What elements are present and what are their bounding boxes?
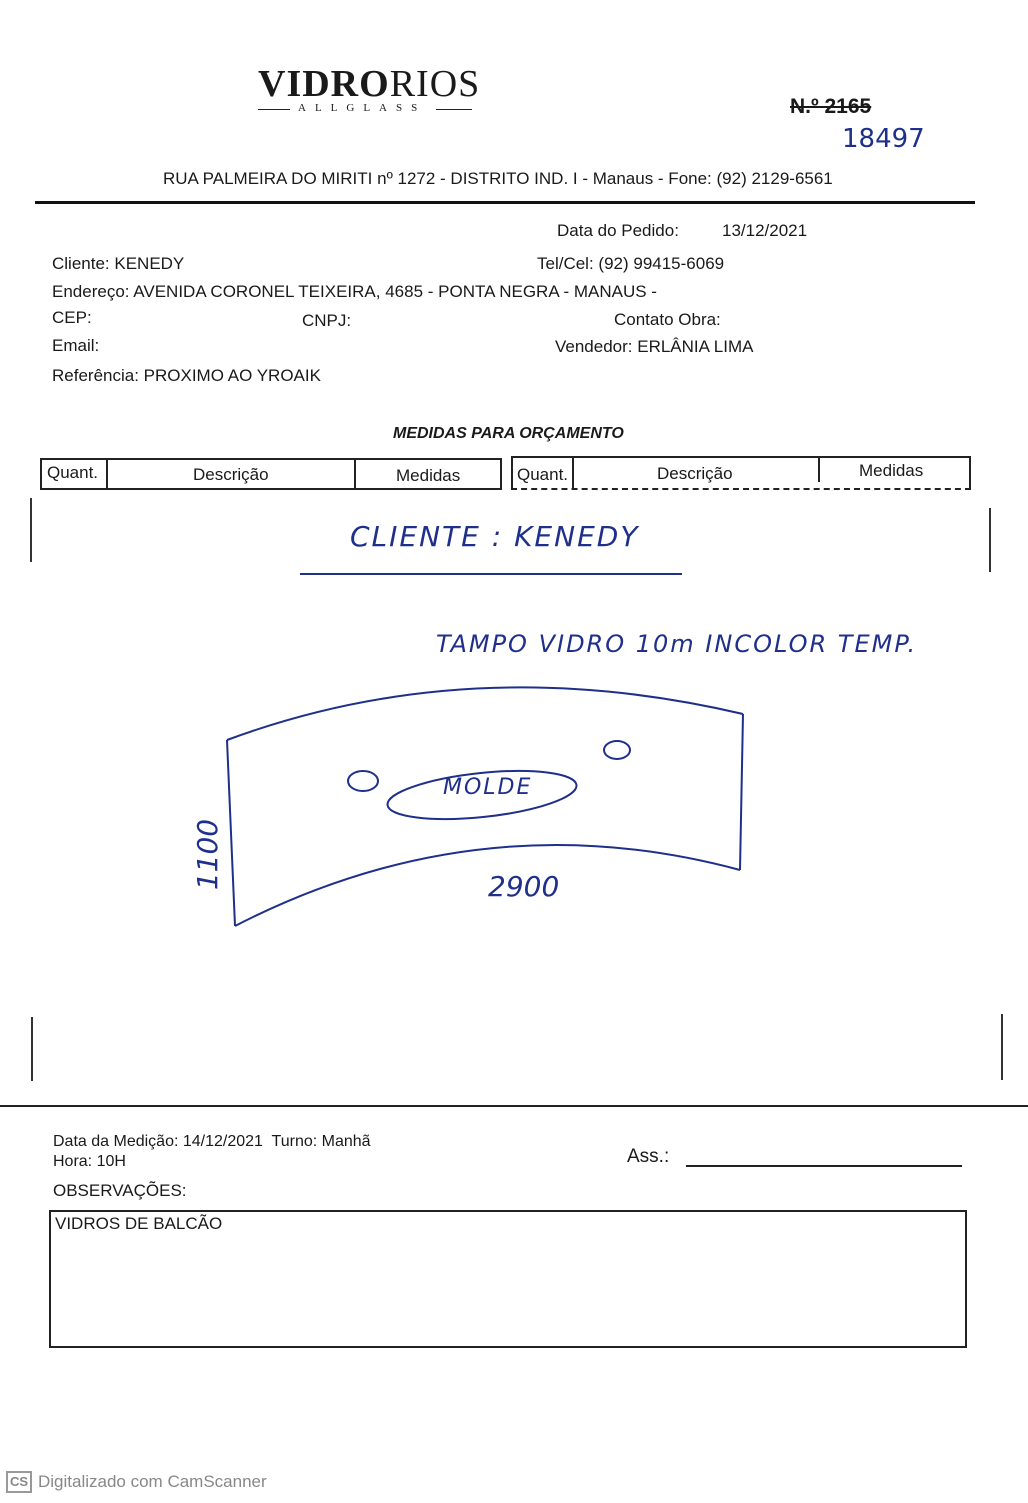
- camscanner-text: Digitalizado com CamScanner: [38, 1472, 267, 1491]
- logo-bold-text: VIDRO: [258, 63, 390, 105]
- client-address: Endereço: AVENIDA CORONEL TEIXEIRA, 4685 - PONTA NEGRA - MANAUS -: [52, 282, 657, 301]
- sketch-left-edge: [227, 740, 235, 926]
- client-name: Cliente: KENEDY: [52, 254, 185, 273]
- client-cnpj: CNPJ:: [302, 311, 352, 330]
- column-qty-right: Quant.: [517, 465, 569, 484]
- printed-order-number: N.º 2165: [790, 95, 872, 118]
- sketch-right-edge: [740, 714, 743, 870]
- column-qty-left: Quant.: [47, 463, 99, 482]
- molde-label: MOLDE: [443, 775, 533, 800]
- client-phone: Tel/Cel: (92) 99415-6069: [537, 254, 725, 273]
- logo-subtitle: ALLGLASS: [298, 102, 427, 114]
- section-divider: [0, 1105, 1028, 1107]
- width-dimension: 2900: [488, 870, 560, 903]
- company-address: RUA PALMEIRA DO MIRITI nº 1272 - DISTRITO IND. I - Manaus - Fone: (92) 2129-6561: [163, 169, 833, 188]
- camscanner-badge: CS: [6, 1471, 32, 1493]
- order-date-label: Data do Pedido:: [557, 221, 679, 240]
- client-reference: Referência: PROXIMO AO YROAIK: [52, 366, 321, 385]
- measurement-date: Data da Medição: 14/12/2021 Turno: Manhã: [53, 1133, 371, 1150]
- signature-line[interactable]: [686, 1165, 962, 1167]
- measurement-time: Hora: 10H: [53, 1153, 126, 1170]
- observations-label: OBSERVAÇÕES:: [53, 1181, 187, 1200]
- measures-title: MEDIDAS PARA ORÇAMENTO: [393, 425, 624, 442]
- hole-right: [604, 741, 630, 759]
- column-meas-left: Medidas: [396, 466, 461, 485]
- client-cep: CEP:: [52, 308, 92, 327]
- order-date-value: 13/12/2021: [722, 221, 808, 240]
- sketch-top-curve: [227, 687, 743, 740]
- column-desc-left: Descrição: [193, 465, 269, 484]
- client-email: Email:: [52, 336, 100, 355]
- handwritten-product-note: TAMPO VIDRO 10m INCOLOR TEMP.: [436, 630, 918, 658]
- seller-name: Vendedor: ERLÂNIA LIMA: [555, 337, 754, 356]
- signature-label: Ass.:: [627, 1146, 670, 1167]
- site-contact: Contato Obra:: [614, 310, 721, 329]
- hole-left: [348, 771, 378, 791]
- column-meas-right: Medidas: [859, 461, 924, 480]
- observations-box: [49, 1210, 967, 1348]
- column-desc-right: Descrição: [657, 464, 733, 483]
- handwritten-order-number: 18497: [842, 124, 925, 154]
- observations-text: VIDROS DE BALCÃO: [55, 1214, 223, 1233]
- height-dimension: 1100: [191, 818, 225, 891]
- handwritten-client-note: CLIENTE : KENEDY: [350, 520, 640, 553]
- logo-light-text: RIOS: [389, 63, 481, 105]
